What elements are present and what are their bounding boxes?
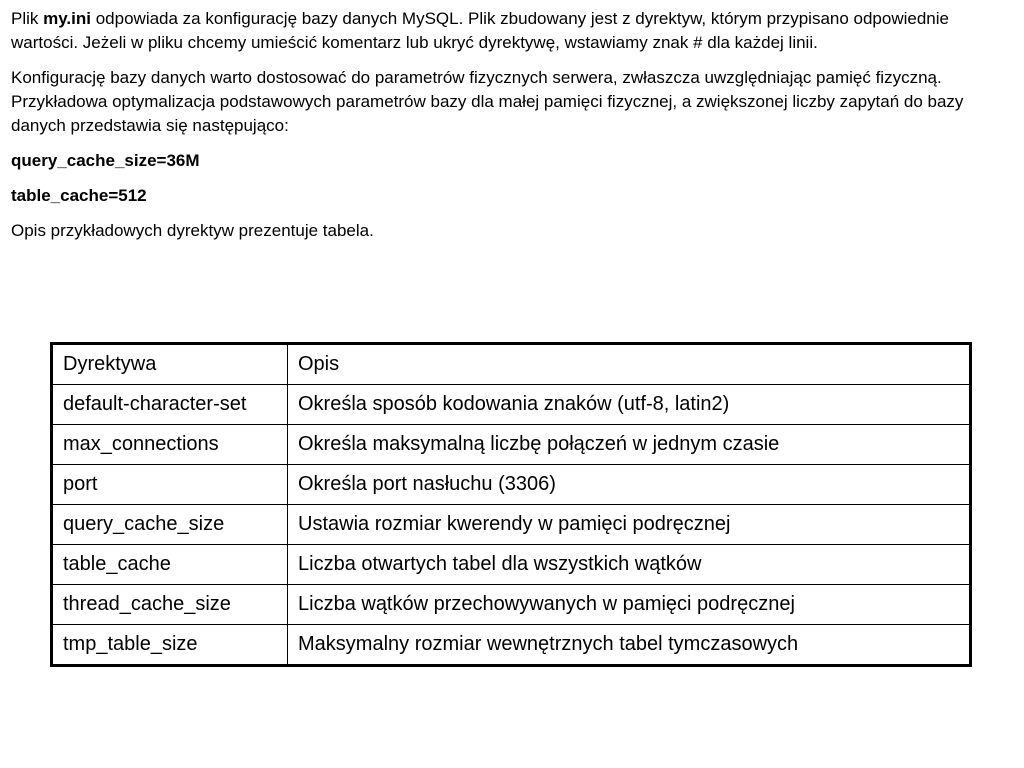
header-directive: Dyrektywa — [52, 344, 288, 385]
directive-name-cell: thread_cache_size — [52, 585, 288, 625]
directive-description-cell: Ustawia rozmiar kwerendy w pamięci podręcznej — [288, 505, 971, 545]
directive-description-cell: Liczba wątków przechowywanych w pamięci podręcznej — [288, 585, 971, 625]
header-description: Opis — [288, 344, 971, 385]
directive-name-cell: default-character-set — [52, 385, 288, 425]
directive-query-cache-size: query_cache_size=36M — [11, 151, 200, 170]
directive-description-cell: Określa maksymalną liczbę połączeń w jednym czasie — [288, 425, 971, 465]
table-row — [52, 505, 971, 545]
directives-table-body — [52, 344, 971, 666]
directive-name-cell: max_connections — [52, 425, 288, 465]
table-intro-paragraph: Opis przykładowych dyrektyw prezentuje tabela. — [11, 221, 374, 240]
filename-my-ini: my.ini — [43, 9, 91, 28]
directive-description-cell: Określa port nasłuchu (3306) — [288, 465, 971, 505]
directives-table — [50, 342, 972, 667]
document-body — [11, 7, 1001, 254]
table-row — [52, 385, 971, 425]
intro-paragraph-1 — [11, 7, 1001, 55]
directive-name-cell: query_cache_size — [52, 505, 288, 545]
table-row — [52, 545, 971, 585]
table-row — [52, 425, 971, 465]
table-header-row — [52, 344, 971, 385]
directive-description-cell: Maksymalny rozmiar wewnętrznych tabel tymczasowych — [288, 625, 971, 666]
intro-paragraph-2: Konfigurację bazy danych warto dostosować do parametrów fizycznych serwera, zwłaszcza uwzględniając pamięć fizyczną. Przykładowa optymalizacja podstawowych parametrów bazy dla małej pamięci fizycznej, a zwiększonej liczby zapytań do bazy danych przedstawia się następująco: — [11, 68, 964, 135]
directive-table-cache: table_cache=512 — [11, 186, 147, 205]
table-row — [52, 465, 971, 505]
table-row — [52, 585, 971, 625]
table-row — [52, 625, 971, 666]
directive-name-cell: table_cache — [52, 545, 288, 585]
intro-p1-suffix: odpowiada za konfigurację bazy danych MySQL. Plik zbudowany jest z dyrektyw, którym przypisano odpowiednie wartości. Jeżeli w pliku chcemy umieścić komentarz lub ukryć dyrektywę, wstawiamy znak # dla każdej linii. — [11, 9, 949, 52]
directive-description-cell: Liczba otwartych tabel dla wszystkich wątków — [288, 545, 971, 585]
directive-name-cell: port — [52, 465, 288, 505]
intro-p1-prefix: Plik — [11, 9, 44, 28]
directive-name-cell: tmp_table_size — [52, 625, 288, 666]
directive-description-cell: Określa sposób kodowania znaków (utf-8, latin2) — [288, 385, 971, 425]
